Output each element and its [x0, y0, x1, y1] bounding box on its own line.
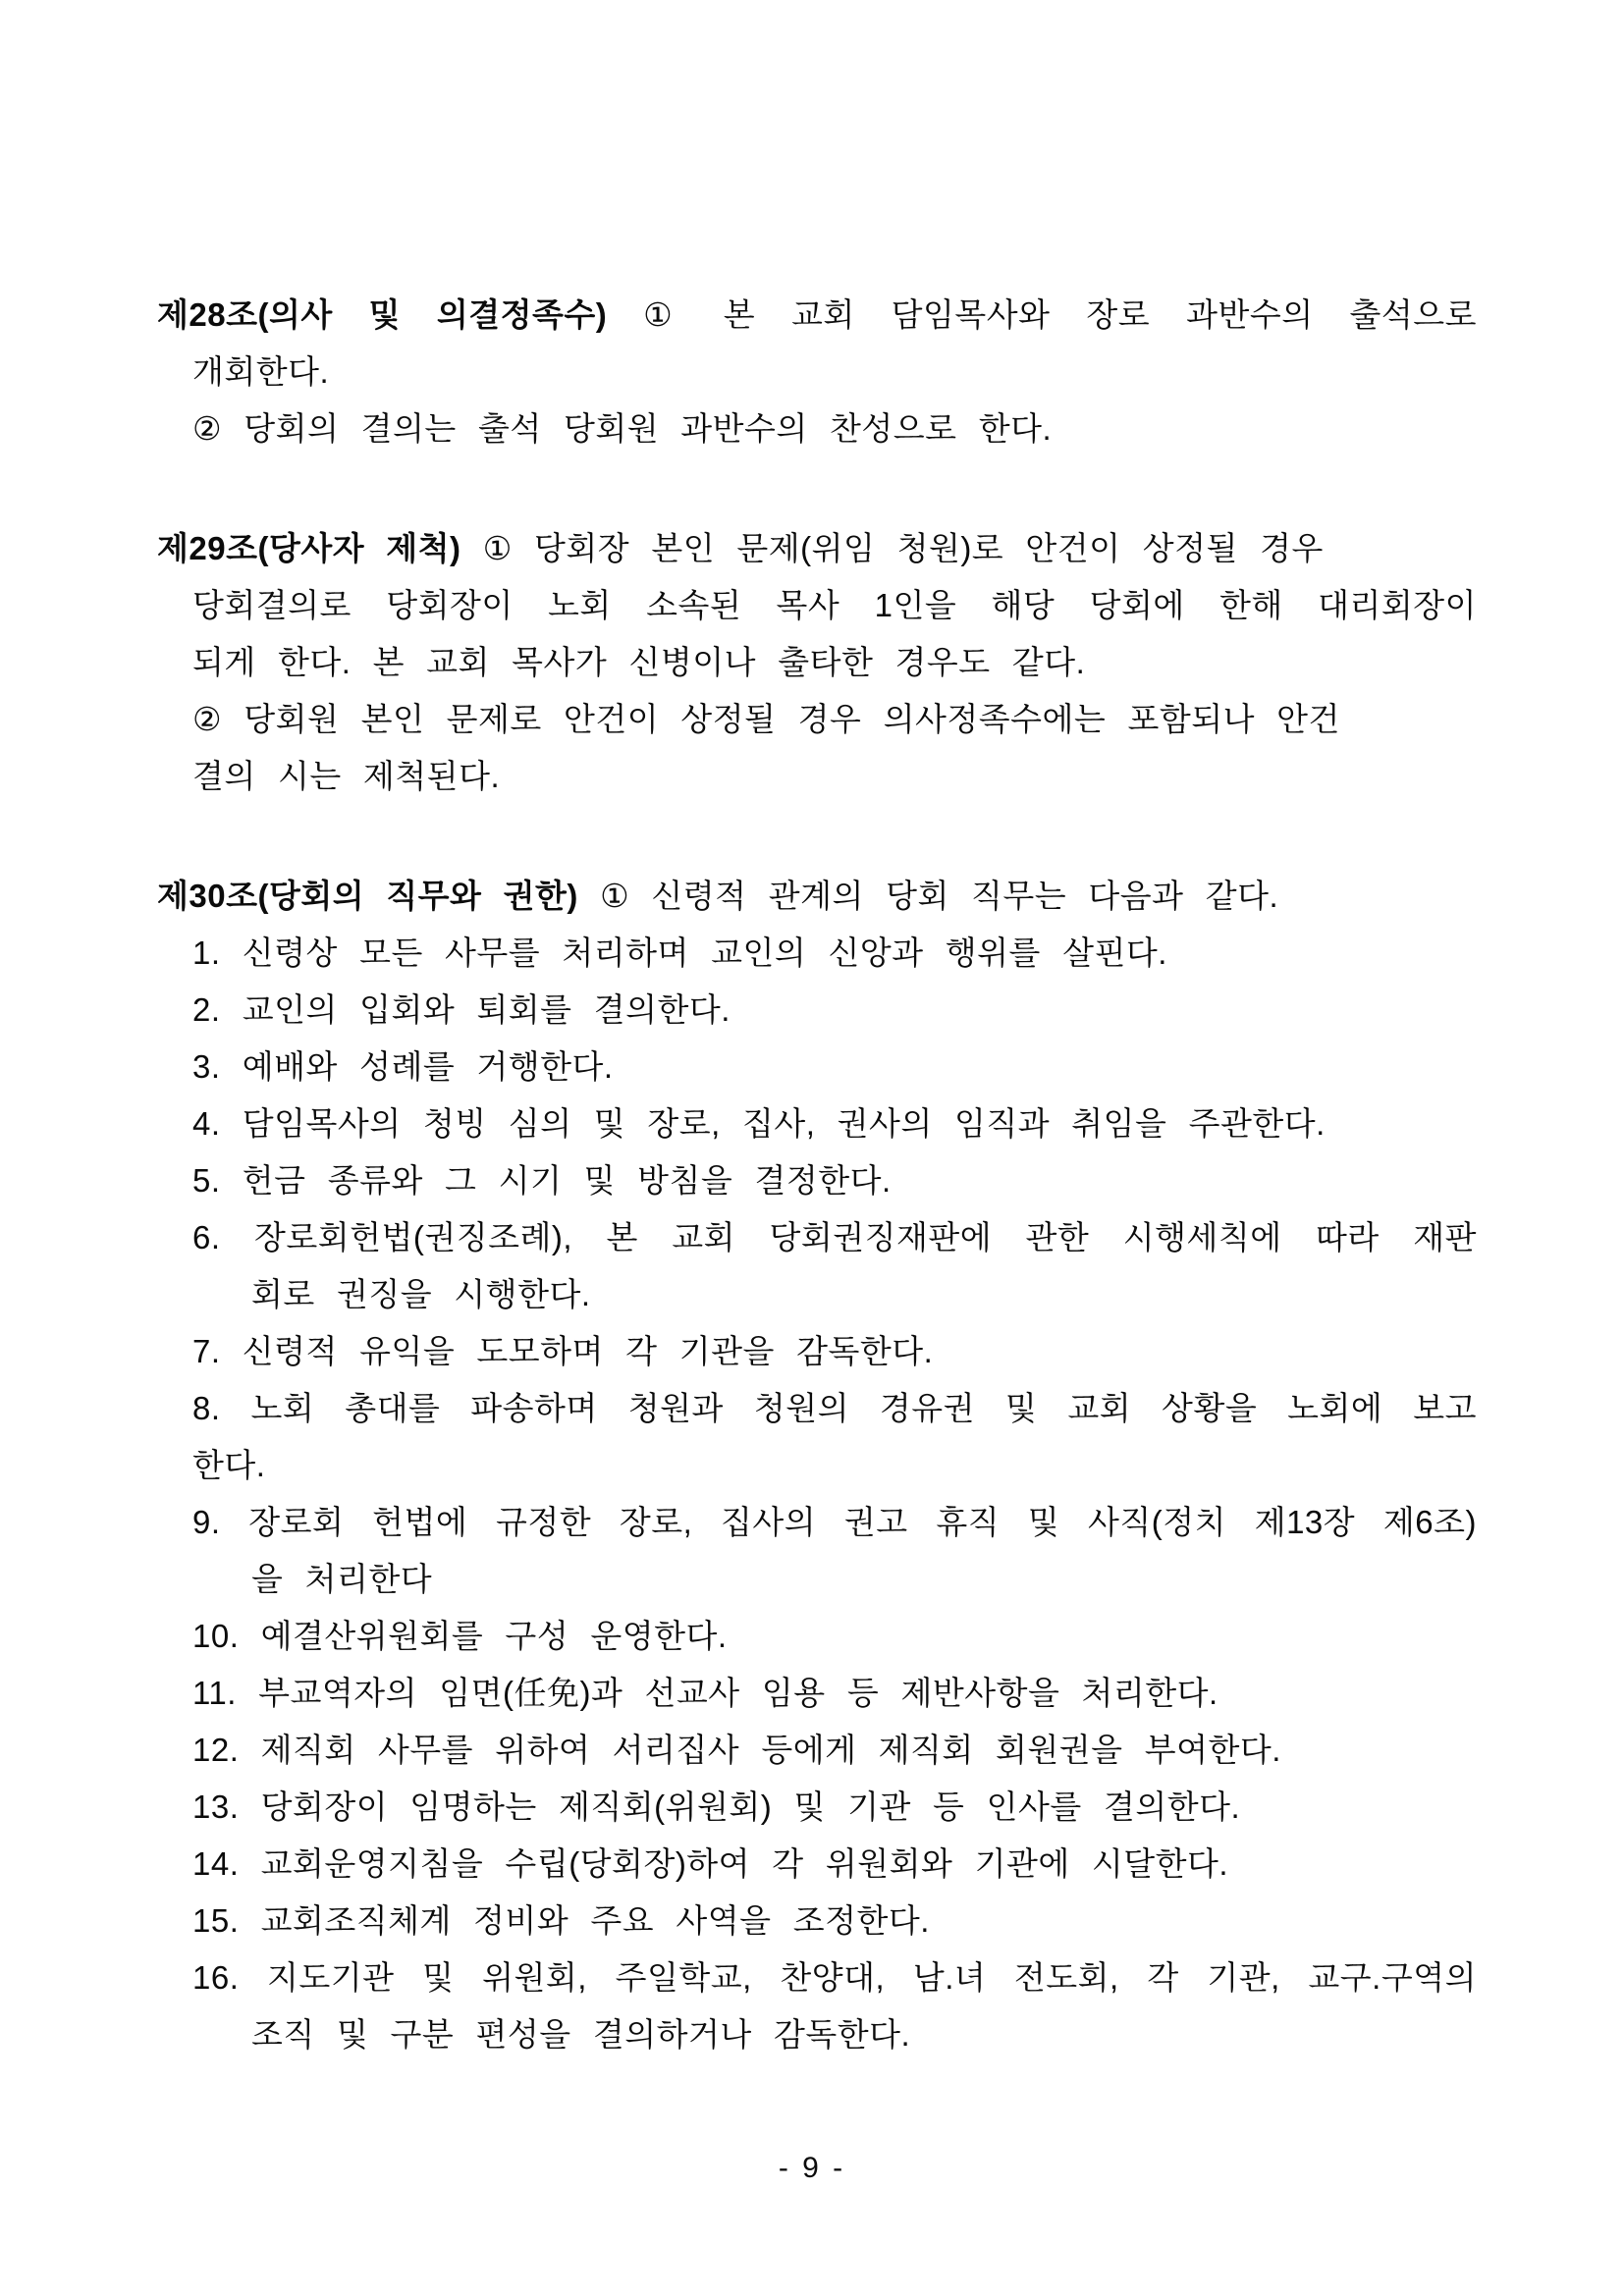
doc-line: 결의 시는 제척된다.: [192, 758, 501, 794]
doc-line-item-2: 2. 교인의 입회와 퇴회를 결의한다.: [192, 991, 731, 1028]
doc-line: ② 당회원 본인 문제로 안건이 상정될 경우 의사정족수에는 포함되나 안건: [192, 701, 1340, 737]
doc-line-item-5: 5. 헌금 종류와 그 시기 및 방침을 결정한다.: [192, 1162, 892, 1199]
doc-line-item-14: 14. 교회운영지침을 수립(당회장)하여 각 위원회와 기관에 시달한다.: [192, 1845, 1229, 1882]
article-29: [157, 520, 1477, 805]
article-29-title: 제29조(당사자 제척): [157, 530, 461, 566]
article-30-heading-line: [157, 868, 1477, 925]
doc-line-item-8-wrap: 한다.: [192, 1447, 266, 1483]
doc-line-item-3: 3. 예배와 성례를 거행한다.: [192, 1048, 614, 1085]
article-29-heading-text: ① 당회장 본인 문제(위임 청원)로 안건이 상정될 경우: [460, 530, 1324, 566]
doc-line: 되게 한다. 본 교회 목사가 신병이나 출타한 경우도 같다.: [192, 644, 1086, 680]
doc-line-item-6: 6. 장로회헌법(권징조례), 본 교회 당회권징재판에 관한 시행세칙에 따라 재판: [192, 1219, 1477, 1255]
doc-line: 당회결의로 당회장이 노회 소속된 목사 1인을 해당 당회에 한해 대리회장이: [192, 587, 1477, 623]
article-29-heading-line: [157, 520, 1477, 577]
doc-line-item-16: 16. 지도기관 및 위원회, 주일학교, 찬양대, 남.녀 전도회, 각 기관, 교구.구역의: [192, 1959, 1477, 1996]
doc-line-item-16-wrap: 조직 및 구분 편성을 결의하거나 감독한다.: [251, 2016, 911, 2053]
doc-line-item-10: 10. 예결산위원회를 구성 운영한다.: [192, 1618, 728, 1654]
article-28-heading-text: ① 본 교회 담임목사와 장로 과반수의 출석으로: [607, 296, 1477, 333]
doc-line: 개회한다.: [192, 353, 330, 390]
article-28: [157, 287, 1477, 457]
doc-line-item-13: 13. 당회장이 임명하는 제직회(위원회) 및 기관 등 인사를 결의한다.: [192, 1789, 1241, 1825]
doc-line-item-7: 7. 신령적 유익을 도모하며 각 기관을 감독한다.: [192, 1333, 934, 1369]
doc-line-item-6-wrap: 회로 권징을 시행한다.: [251, 1276, 591, 1312]
doc-line-item-11: 11. 부교역자의 임면(任免)과 선교사 임용 등 제반사항을 처리한다.: [192, 1675, 1218, 1711]
doc-line-item-1: 1. 신령상 모든 사무를 처리하며 교인의 신앙과 행위를 살핀다.: [192, 934, 1167, 971]
doc-line-item-4: 4. 담임목사의 청빙 심의 및 장로, 집사, 권사의 임직과 취임을 주관한다.: [192, 1105, 1326, 1142]
doc-line-item-12: 12. 제직회 사무를 위하여 서리집사 등에게 제직회 회원권을 부여한다.: [192, 1732, 1281, 1768]
page-number: - 9 -: [778, 2152, 846, 2184]
doc-line-item-9-wrap: 을 처리한다: [251, 1561, 433, 1597]
article-28-title: 제28조(의사 및 의결정족수): [157, 296, 608, 333]
article-28-heading-line: [157, 287, 1477, 344]
article-30: [157, 868, 1477, 2063]
article-30-title: 제30조(당회의 직무와 권한): [157, 878, 578, 914]
article-30-heading-text: ① 신령적 관계의 당회 직무는 다음과 같다.: [577, 878, 1279, 914]
doc-line-item-15: 15. 교회조직체계 정비와 주요 사역을 조정한다.: [192, 1902, 930, 1939]
doc-line-item-8: 8. 노회 총대를 파송하며 청원과 청원의 경유권 및 교회 상황을 노회에 보고: [192, 1390, 1477, 1426]
doc-line-item-9: 9. 장로회 헌법에 규정한 장로, 집사의 권고 휴직 및 사직(정치 제13장 제6조): [192, 1504, 1477, 1540]
document-body: [157, 287, 1477, 2063]
doc-line: ② 당회의 결의는 출석 당회원 과반수의 찬성으로 한다.: [192, 410, 1053, 447]
